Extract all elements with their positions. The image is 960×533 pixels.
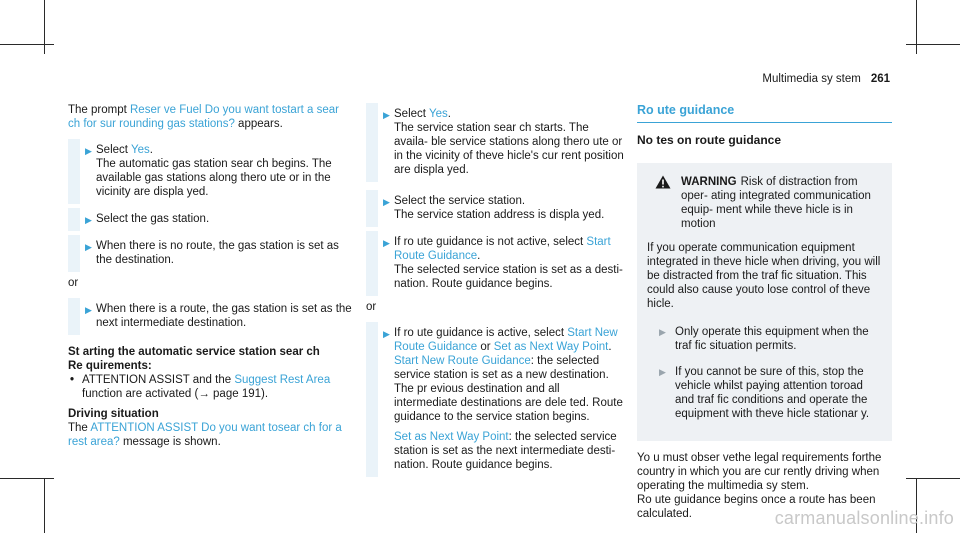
crop-mark	[906, 478, 960, 479]
step-item: ▶ When there is a route, the gas station is set as the next intermediate destination.	[68, 298, 353, 335]
menu-option-yes: Yes	[428, 108, 448, 120]
column-2	[366, 103, 624, 481]
menu-option-yes: Yes	[130, 144, 150, 156]
menu-option-set-as-next-way-point: Set as Next Way Point	[394, 431, 509, 443]
step-item: ▶ Select Yes. The service station sear ch starts. The availa- ble service stations along thero ute or in the vicinity of theve hicle's cur rent position are displa yed.	[366, 103, 624, 182]
crop-mark	[0, 478, 54, 479]
arrow-right-icon: ▶	[85, 215, 92, 225]
warning-triangle-icon	[655, 175, 671, 189]
section-heading: St arting the automatic service station sear ch	[68, 346, 320, 358]
driving-situation-text: The ATTENTION ASSIST Do you want tosear ch for a rest area? message is shown.	[68, 422, 342, 448]
arrow-right-icon: ▶	[659, 327, 666, 337]
step-item: ▶ Select the gas station.	[68, 208, 353, 231]
step-item: ▶ Select the service station. The service station address is displa yed.	[366, 190, 624, 227]
message-text: ATTENTION ASSIST Do you want tosear ch for a rest area?	[68, 422, 342, 448]
warning-label: WARNING	[681, 176, 737, 188]
arrow-right-icon: ▶	[85, 146, 92, 156]
function-name: Suggest Rest Area	[234, 374, 331, 386]
warning-header	[647, 175, 882, 231]
step-item: ▶ Select Yes. The automatic gas station sear ch begins. The available gas stations along thero ute or in the vicinity are displa yed.	[68, 139, 353, 204]
prompt-text: Reser ve Fuel Do you want tostart a sear ch for sur rounding gas stations?	[68, 104, 340, 130]
header-section: Multimedia sy stem	[762, 73, 861, 85]
driving-situation-label: Driving situation	[68, 408, 159, 420]
warning-step: ▶ If you cannot be sure of this, stop the vehicle whilst paying attention toroad and traf fic conditions and operate the equipment with theve hicle stationar y.	[659, 366, 870, 420]
crop-mark	[0, 44, 54, 45]
step-item: ▶ When there is no route, the gas station is set as the destination.	[68, 235, 353, 272]
body-paragraph: Ro ute guidance begins once a route has been calculated.	[637, 494, 876, 520]
arrow-right-icon: ▶	[85, 305, 92, 315]
crop-mark	[44, 0, 45, 54]
arrow-right-icon: ▶	[383, 197, 390, 207]
page-number: 261	[870, 73, 890, 85]
step-item: ▶ If ro ute guidance is not active, select Start Route Guidance. The selected service station is set as a desti- nation. Route guidance begins.	[366, 231, 624, 296]
body-paragraph: Yo u must obser vethe legal requirements forthe country in which you are cur rently driving when operating the multimedia sy stem.	[637, 452, 882, 492]
watermark: carmanualsonline.info	[774, 508, 954, 528]
step-item: ▶ If ro ute guidance is active, select Start New Route Guidance or Set as Next Way Point. Start New Route Guidance: the selected service station is set as a new destination. The pr evious destination and all intermediate destinations are dele ted. Route guidance to the service station begins. Set as Next Way Point: the selected service station is set as the next intermediate desti- nation. Route guidance begins.	[366, 322, 624, 477]
or-separator: or	[366, 301, 377, 313]
warning-step: ▶ Only operate this equipment when the traf fic situation permits.	[659, 326, 869, 352]
warning-box	[637, 163, 892, 441]
intro-paragraph: The prompt Reser ve Fuel Do you want tostart a sear ch for sur rounding gas stations? appears.	[68, 104, 340, 130]
step-detail: The automatic gas station sear ch begins. The available gas stations along thero ute or in the vicinity are displa yed.	[96, 158, 332, 198]
requirements-label: Re quirements:	[68, 360, 152, 372]
column-3	[637, 103, 892, 521]
crop-mark	[906, 44, 960, 45]
arrow-right-icon: ▶	[383, 110, 390, 120]
arrow-right-icon: ▶	[383, 238, 390, 248]
arrow-right-icon: ▶	[383, 329, 390, 339]
column-1	[68, 103, 353, 449]
menu-option-set-as-next-way-point: Set as Next Way Point	[493, 341, 609, 353]
menu-option-start-new-route-guidance: Start New Route Guidance	[394, 327, 618, 353]
section-title: Ro ute guidance	[637, 103, 892, 123]
page-header	[762, 72, 890, 86]
crop-mark	[44, 478, 45, 533]
menu-option-start-new-route-guidance: Start New Route Guidance	[394, 355, 531, 367]
or-separator: or	[68, 277, 79, 289]
menu-option-start-route-guidance: Start Route Guidance	[394, 236, 611, 262]
crop-mark	[916, 0, 917, 54]
requirement-item: • ATTENTION ASSIST and the Suggest Rest Area function are activated (→ page 191).	[70, 374, 331, 400]
bullet-icon: •	[70, 374, 75, 386]
arrow-right-icon: ▶	[659, 367, 666, 377]
warning-title: Risk of distraction from oper- ating integrated communication equip- ment while theve hicle is in motion	[681, 176, 871, 230]
subsection-title: No tes on route guidance	[637, 133, 782, 147]
arrow-right-icon: ▶	[85, 242, 92, 252]
warning-body: If you operate communication equipment integrated in theve hicle when driving, you will be distracted from the traf fic situation. This could also cause youto lose control of theve hicle.	[647, 242, 881, 310]
